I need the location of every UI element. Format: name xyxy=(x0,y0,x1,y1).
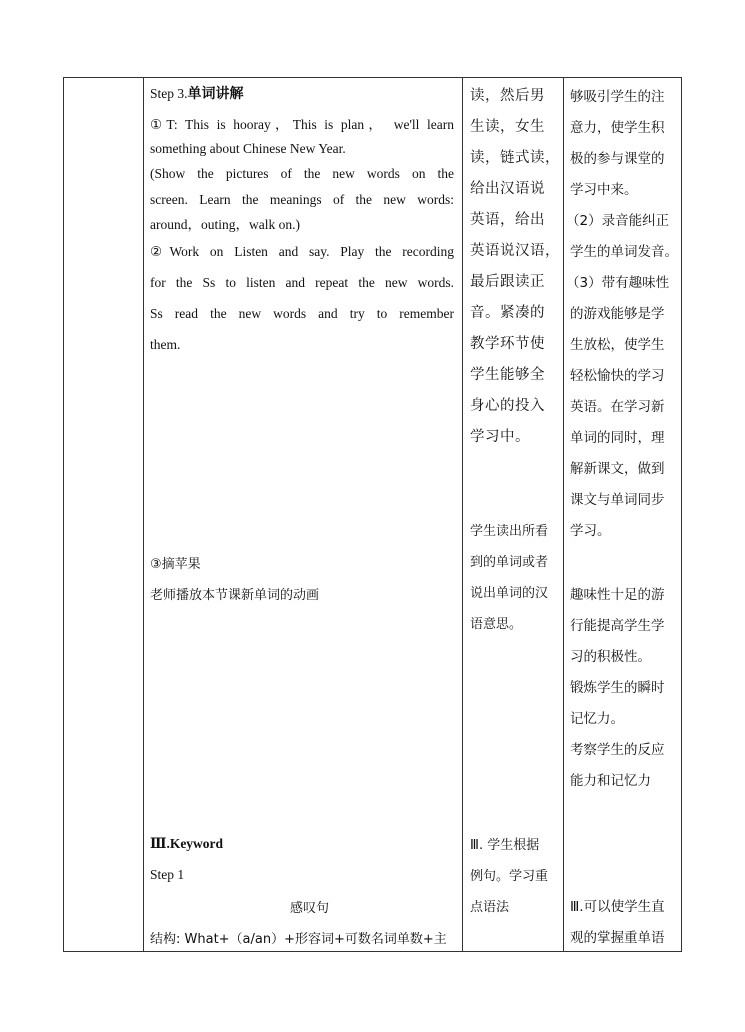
student-activity-line: 例句。学习重 xyxy=(470,869,549,884)
design-intent-line: Ⅲ.可以使学生直 xyxy=(570,899,665,915)
paragraph-line: ①T: This is hooray，This is plan， we'll learn xyxy=(150,117,454,132)
step3-prefix: Step 3. xyxy=(150,86,188,101)
design-intent-line: 学习中来。 xyxy=(570,182,638,198)
design-intent-line: （3）带有趣味性 xyxy=(566,275,670,291)
table-top-border xyxy=(63,77,681,78)
paragraph-line: (Show the pictures of the new words on the xyxy=(150,166,454,181)
design-intent-line: 英语。在学习新 xyxy=(570,399,665,415)
table-bottom-border xyxy=(63,951,681,952)
design-intent-line: 能力和记忆力 xyxy=(570,773,651,789)
student-activity-line: 到的单词或者 xyxy=(470,555,549,570)
paragraph-line: around，outing，walk on.) xyxy=(150,217,300,232)
design-intent-line: 考察学生的反应 xyxy=(570,742,665,758)
student-activity-line: 点语法 xyxy=(470,900,510,915)
design-intent-line: 轻松愉快的学习 xyxy=(570,368,665,384)
design-intent-line: （2）录音能纠正 xyxy=(566,213,670,229)
game-description: 老师播放本节课新单词的动画 xyxy=(150,588,320,603)
student-activity-line: 学生能够全 xyxy=(470,367,545,383)
design-intent-line: 课文与单词同步 xyxy=(570,492,665,508)
design-intent-line: 学生的单词发音。 xyxy=(570,244,678,260)
student-activity-line: 读，然后男 xyxy=(470,88,545,104)
student-activity-line: 最后跟读正 xyxy=(470,274,545,290)
student-activity-line: 语意思。 xyxy=(470,617,523,632)
table-column-border xyxy=(563,77,564,952)
design-intent-line: 记忆力。 xyxy=(570,711,624,727)
student-activity-line: 英语，给出 xyxy=(470,212,545,228)
table-column-border xyxy=(63,77,64,952)
paragraph-line: screen. Learn the meanings of the new words: xyxy=(150,192,454,207)
game-title: ③摘苹果 xyxy=(150,557,201,572)
design-intent-line: 习的积极性。 xyxy=(570,649,651,665)
paragraph-line: ②Work on Listen and say. Play the recording xyxy=(150,244,454,259)
student-activity-line: 英语说汉语， xyxy=(470,243,560,259)
student-activity-line: 读，链式读， xyxy=(470,150,560,166)
student-activity-line: 音。紧凑的 xyxy=(470,305,545,321)
student-activity-line: 生读，女生 xyxy=(470,119,545,135)
step3-heading xyxy=(150,85,244,103)
student-activity-line: Ⅲ. 学生根据 xyxy=(470,838,540,853)
design-intent-line: 学习。 xyxy=(570,523,611,539)
design-intent-line: 单词的同时，理 xyxy=(570,430,665,446)
design-intent-line: 锻炼学生的瞬时 xyxy=(570,680,665,696)
table-column-border xyxy=(143,77,144,952)
design-intent-line: 意力，使学生积 xyxy=(570,120,665,136)
design-intent-line: 生放松，使学生 xyxy=(570,337,665,353)
table-column-border xyxy=(462,77,463,952)
structure-line: 结构: What+（a/an）+形容词+可数名词单数+主 xyxy=(150,932,447,947)
paragraph-line: for the Ss to listen and repeat the new words. xyxy=(150,275,454,290)
design-intent-line: 够吸引学生的注 xyxy=(570,89,665,105)
design-intent-line: 趣味性十足的游 xyxy=(570,587,665,603)
student-activity-line: 学习中。 xyxy=(470,429,530,445)
table-column-border xyxy=(681,77,682,952)
student-activity-line: 说出单词的汉 xyxy=(470,586,549,601)
design-intent-line: 行能提高学生学 xyxy=(570,618,665,634)
design-intent-line: 极的参与课堂的 xyxy=(570,151,665,167)
paragraph-line: them. xyxy=(150,337,181,352)
paragraph-line: Ss read the new words and try to remember xyxy=(150,306,454,321)
paragraph-line: something about Chinese New Year. xyxy=(150,141,346,156)
student-activity-line: 学生读出所看 xyxy=(470,524,549,539)
design-intent-line: 的游戏能够是学 xyxy=(570,306,665,322)
design-intent-line: 解新课文，做到 xyxy=(570,461,665,477)
student-activity-line: 身心的投入 xyxy=(470,398,545,414)
exclamation-title: 感叹句 xyxy=(290,901,330,916)
keyword-heading: Ⅲ.Keyword xyxy=(150,836,224,851)
design-intent-line: 观的掌握重单语 xyxy=(570,930,665,946)
keyword-step: Step 1 xyxy=(150,867,185,882)
step3-title: 单词讲解 xyxy=(187,86,244,102)
student-activity-line: 给出汉语说 xyxy=(470,181,545,197)
student-activity-line: 教学环节使 xyxy=(470,336,545,352)
